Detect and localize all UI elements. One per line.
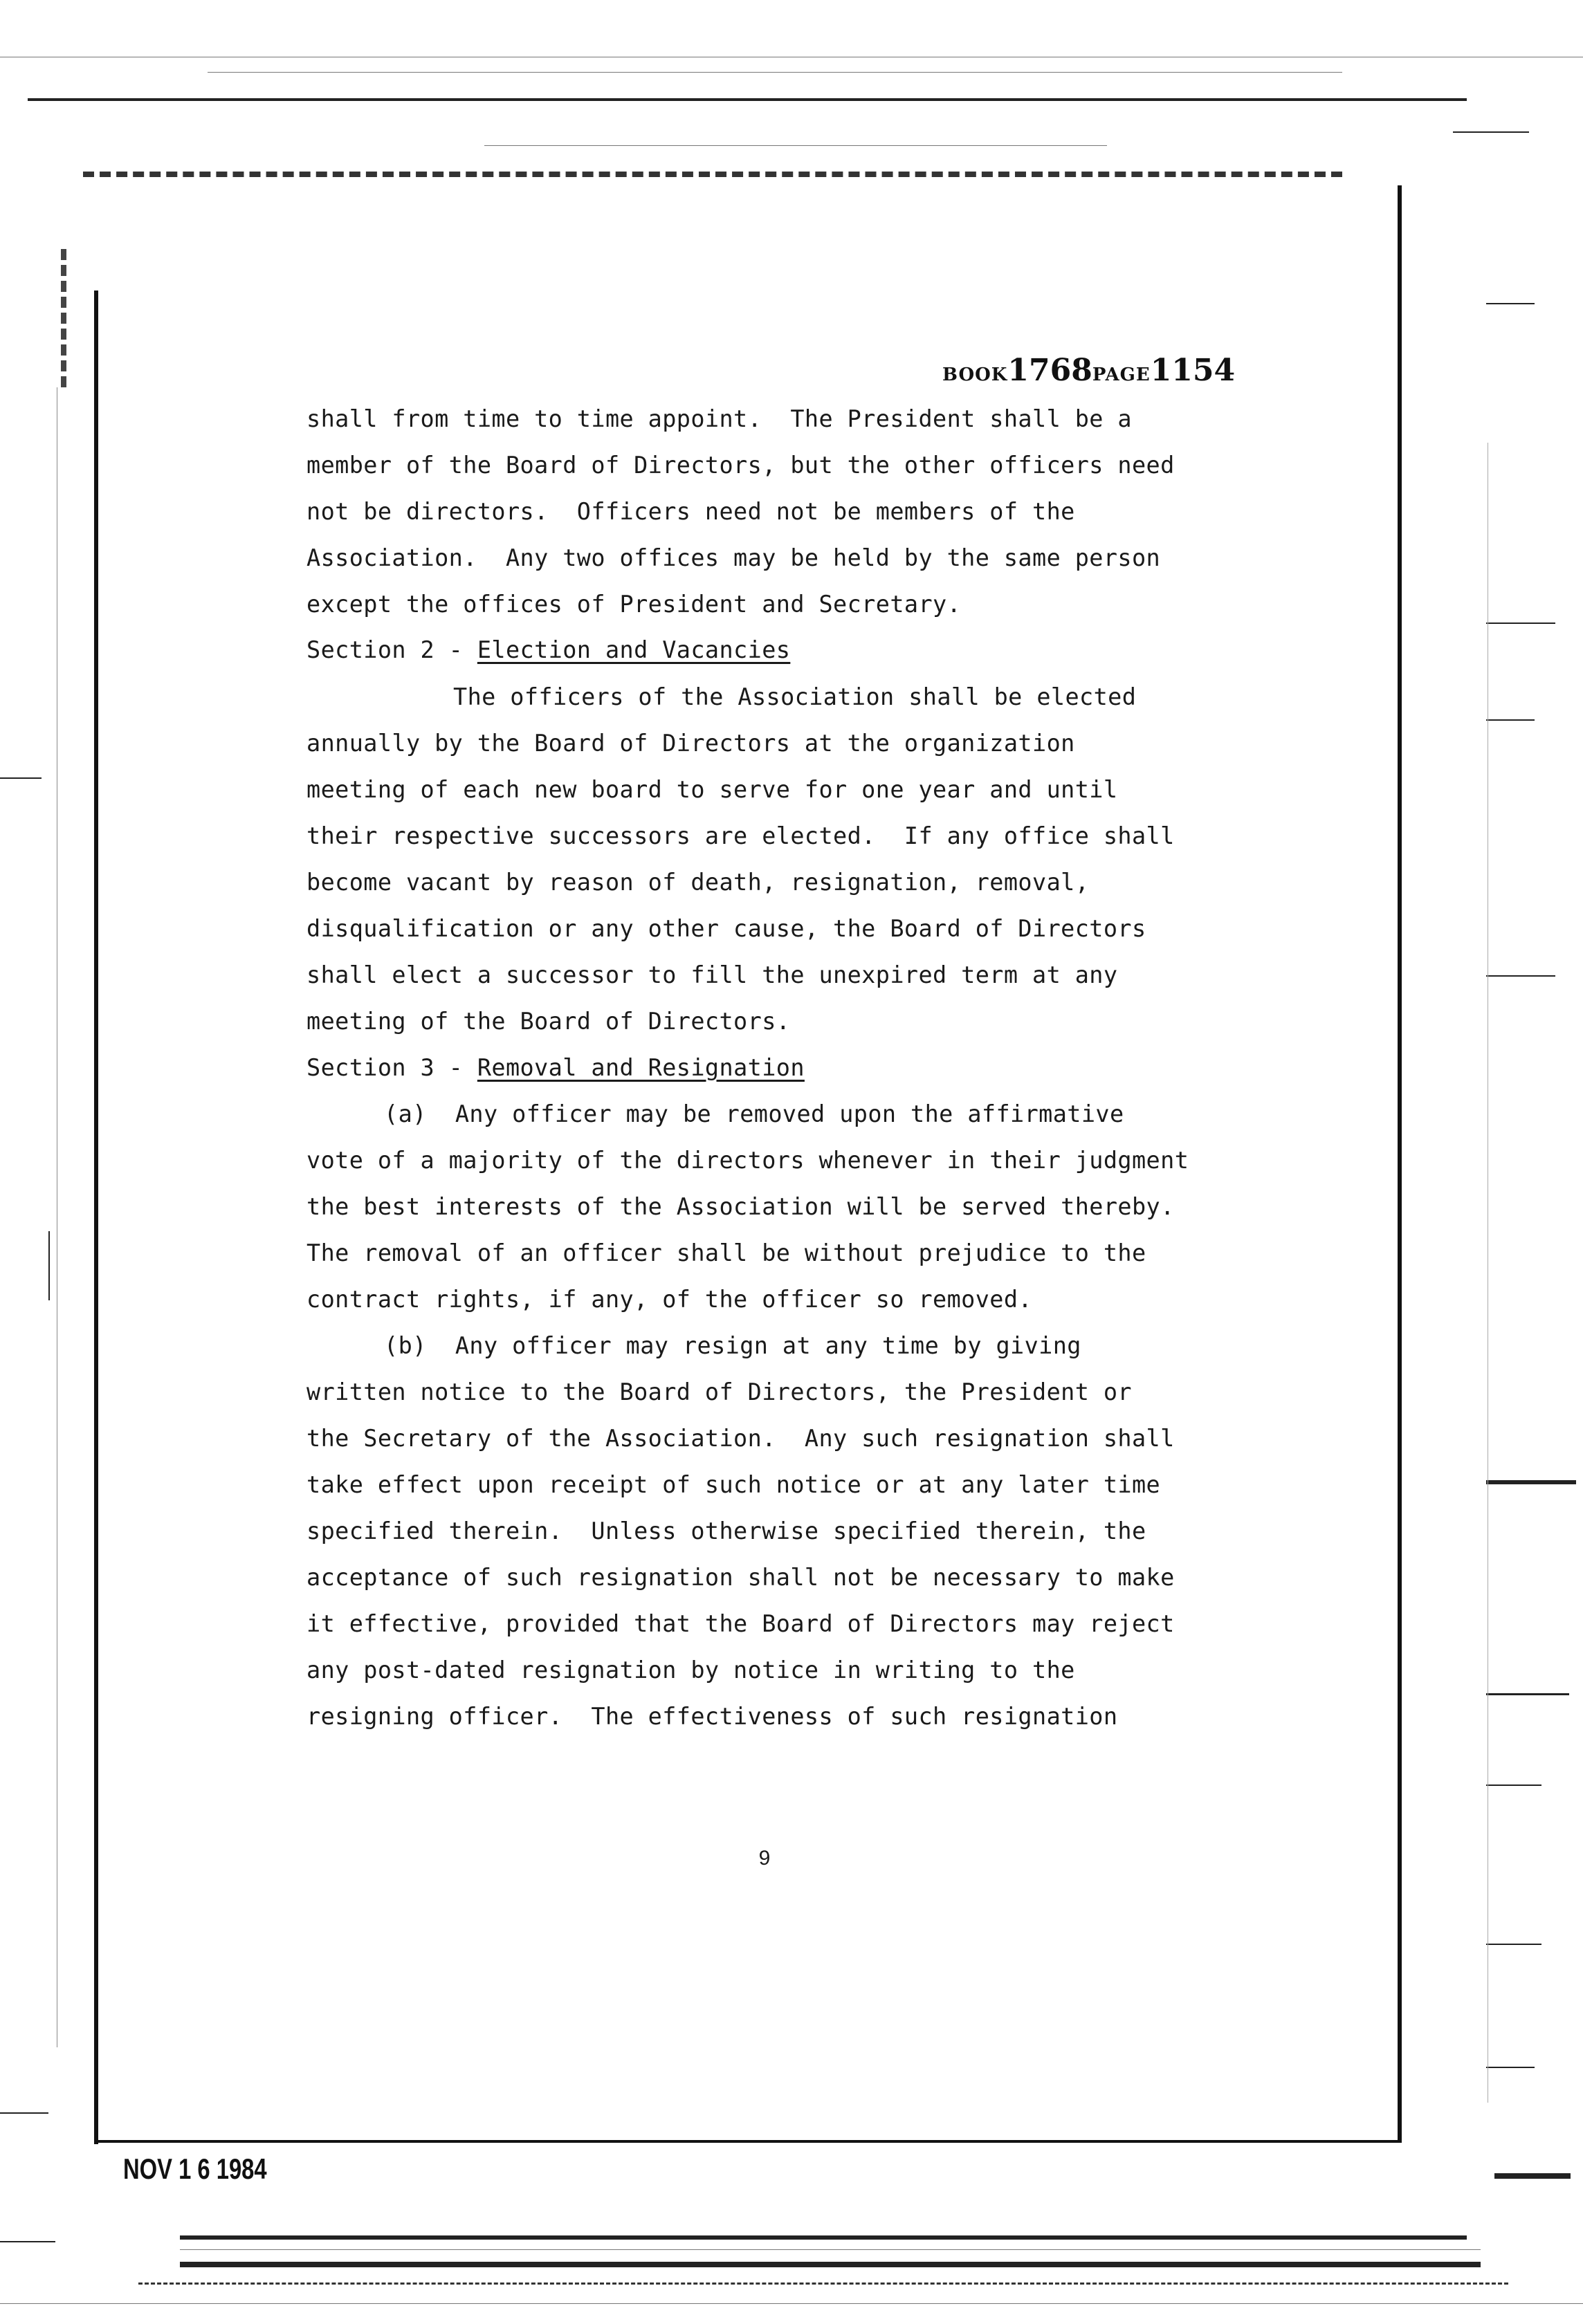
book-label: BOOK — [942, 365, 1008, 385]
scan-line — [0, 777, 42, 779]
text-line: shall from time to time appoint. The President shall be a — [306, 405, 1132, 432]
text-line: not be directors. Officers need not be members of the — [306, 498, 1075, 525]
section-heading — [306, 636, 790, 664]
page-stamp-number: 1154 — [1150, 353, 1236, 388]
book-page-stamp — [942, 353, 1236, 394]
scan-line — [48, 1231, 50, 1300]
text-line: vote of a majority of the directors whenever in their judgment — [306, 1147, 1189, 1174]
scan-line — [1486, 2067, 1535, 2068]
scan-line — [28, 98, 1467, 101]
scan-line — [1486, 1693, 1569, 1695]
scan-line — [1486, 1480, 1576, 1484]
text-line: meeting of each new board to serve for one year and until — [306, 776, 1118, 803]
book-number: 1768 — [1007, 353, 1092, 388]
scan-line — [0, 2303, 1583, 2304]
scan-line — [1486, 622, 1555, 624]
text-line: acceptance of such resignation shall not be necessary to make — [306, 1564, 1175, 1591]
text-line: the Secretary of the Association. Any such resignation shall — [306, 1425, 1175, 1452]
text-line: become vacant by reason of death, resignation, removal, — [306, 869, 1090, 896]
text-line: Association. Any two offices may be held by the same person — [306, 544, 1161, 571]
text-line: except the offices of President and Secretary. — [306, 591, 962, 618]
scan-line — [138, 2282, 1508, 2285]
scan-line — [1486, 303, 1535, 304]
text-line: take effect upon receipt of such notice or at any later time — [306, 1471, 1161, 1498]
page-label: PAGE — [1092, 365, 1151, 385]
text-line: it effective, provided that the Board of Directors may reject — [306, 1610, 1175, 1637]
text-line: meeting of the Board of Directors. — [306, 1008, 791, 1035]
text-line: The removal of an officer shall be without prejudice to the — [306, 1239, 1146, 1266]
scan-line — [1486, 1784, 1541, 1786]
scan-line — [484, 145, 1107, 146]
section-title: Election and Vacancies — [477, 636, 791, 663]
text-line: shall elect a successor to fill the unexpired term at any — [306, 961, 1118, 988]
scan-line — [0, 2112, 48, 2114]
scan-line — [180, 2249, 1481, 2250]
text-line: resigning officer. The effectiveness of such resignation — [306, 1703, 1118, 1730]
recording-date-stamp: NOV 1 6 1984 — [123, 2152, 267, 2185]
text-line: The officers of the Association shall be elected — [453, 683, 1137, 710]
text-line: (b) Any officer may resign at any time by giving — [384, 1332, 1081, 1359]
section-heading — [306, 1054, 805, 1082]
text-line: disqualification or any other cause, the Board of Directors — [306, 915, 1146, 942]
scan-line — [83, 172, 1342, 177]
text-line: any post-dated resignation by notice in writing to the — [306, 1657, 1075, 1684]
scan-line — [180, 2235, 1467, 2240]
scan-line — [61, 249, 66, 387]
text-line: member of the Board of Directors, but the other officers need — [306, 452, 1175, 479]
section-title: Removal and Resignation — [477, 1054, 805, 1081]
page-margin-rule — [94, 290, 98, 2144]
text-line: (a) Any officer may be removed upon the affirmative — [384, 1100, 1124, 1127]
section-prefix: Section 3 - — [306, 1054, 477, 1081]
scan-line — [1453, 131, 1529, 133]
text-line: written notice to the Board of Directors, the President or — [306, 1378, 1132, 1405]
scan-line — [1486, 1944, 1541, 1945]
text-line: the best interests of the Association will be served thereby. — [306, 1193, 1175, 1220]
text-line: contract rights, if any, of the officer so removed. — [306, 1286, 1033, 1313]
page-number: 9 — [758, 1847, 771, 1870]
scan-line — [208, 72, 1342, 73]
scan-line — [180, 2262, 1481, 2267]
scan-line — [1486, 719, 1535, 721]
scan-line — [0, 2241, 55, 2242]
section-prefix: Section 2 - — [306, 636, 477, 663]
text-line: their respective successors are elected. If any office shall — [306, 822, 1175, 849]
text-line: annually by the Board of Directors at the organization — [306, 730, 1075, 757]
scan-line — [1486, 975, 1555, 977]
text-line: specified therein. Unless otherwise specified therein, the — [306, 1518, 1146, 1544]
scan-line — [1494, 2173, 1571, 2179]
